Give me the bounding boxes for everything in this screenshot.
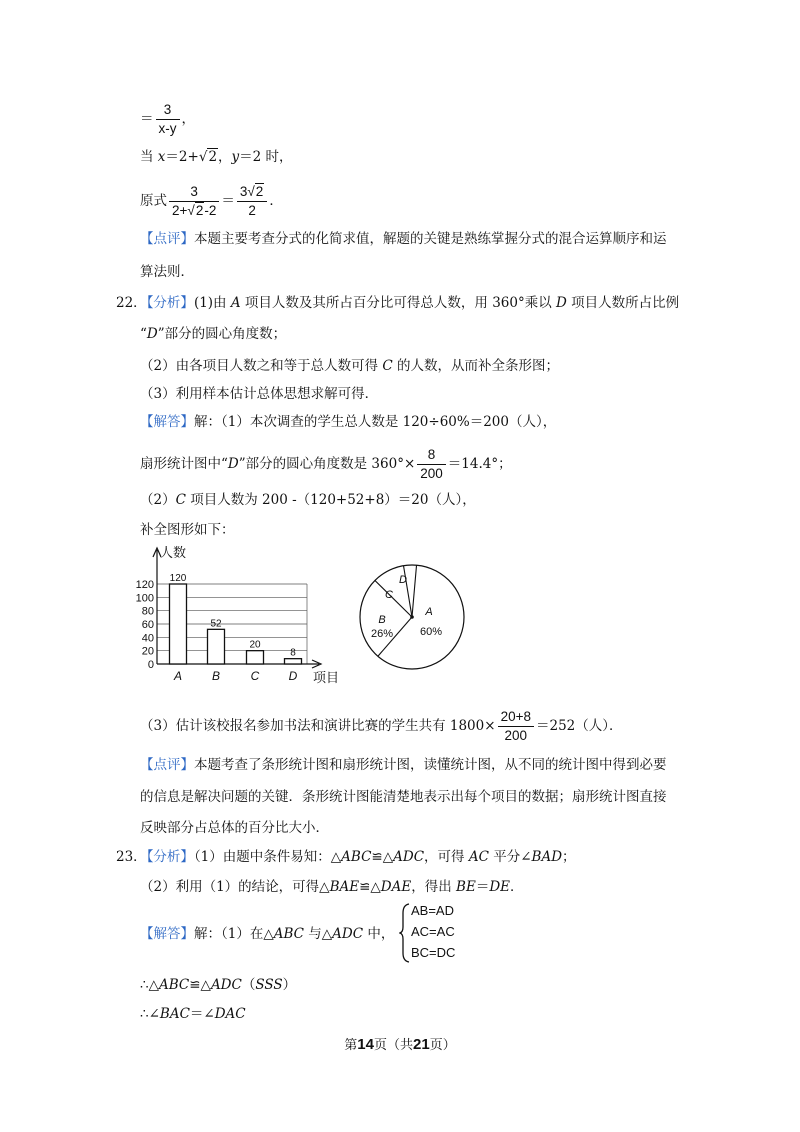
text: 中， <box>363 926 395 942</box>
fraction-denominator: x-y <box>158 121 177 136</box>
var: D <box>556 295 567 311</box>
total-pages: 21 <box>413 1036 430 1053</box>
text: ≌△ <box>359 879 381 895</box>
text: ． <box>510 879 524 895</box>
x-tick-label: C <box>250 669 260 683</box>
text: 项目人数为 200 -（120+52+8）＝20（人）， <box>185 492 476 508</box>
sqrt-symbol: √ <box>187 203 195 218</box>
comment-paragraph-2-line-2 <box>140 787 667 807</box>
var: C <box>382 358 393 374</box>
text: 第 <box>344 1038 358 1053</box>
bar-data-label: 20 <box>249 639 261 651</box>
var: C <box>175 492 186 508</box>
y-axis-label: 人数 <box>160 545 187 560</box>
pie-slices <box>360 565 464 669</box>
analysis-tag: 【分析】 <box>146 849 194 865</box>
text: 与△ <box>303 926 333 942</box>
fraction-numerator: 8 <box>417 446 446 465</box>
question-number: 23． <box>116 849 147 865</box>
var: ABC <box>341 849 372 865</box>
q22-analysis-line-3 <box>140 356 559 376</box>
solution-tag: 【解答】 <box>140 926 194 942</box>
text: 本题考查了条形统计图和扇形统计图，读懂统计图，从不同的统计图中得到必要 <box>194 757 667 773</box>
sqrt-symbol: √ <box>198 149 208 165</box>
q22-solution-line-4 <box>140 520 235 540</box>
text: （2） <box>140 492 176 508</box>
analysis-tag: 【分析】 <box>146 295 194 311</box>
text: 当 <box>140 149 158 165</box>
question-number: 22． <box>116 295 147 311</box>
sqrt-radicand: 2 <box>195 203 204 218</box>
y-tick-label: 120 <box>135 579 154 591</box>
page-footer <box>0 1034 800 1053</box>
text: ，可得 <box>424 849 469 865</box>
q22-solution-line-1 <box>140 412 556 432</box>
pie-chart <box>355 560 470 675</box>
q23-analysis-line-1 <box>116 847 576 867</box>
y-tick-label: 0 <box>147 659 154 671</box>
bar-A <box>170 584 187 664</box>
bar-B <box>208 629 225 664</box>
q22-solution-line-2 <box>140 446 512 483</box>
text: (1)由 <box>193 295 231 311</box>
equation-line-1 <box>140 101 195 138</box>
text: ＝2+ <box>165 149 199 165</box>
comment-tag: 【点评】 <box>140 231 194 247</box>
text: （2）由各项目人数之和等于总人数可得 <box>140 358 383 374</box>
var: ADC <box>393 849 425 865</box>
q22-analysis-line-1 <box>116 293 679 313</box>
var: AC <box>468 849 489 865</box>
var: ABC <box>158 977 190 993</box>
var-x: x <box>157 149 166 165</box>
y-tick-label: 40 <box>141 632 154 645</box>
fraction-numerator: 20+8 <box>498 708 534 727</box>
sqrt-radicand: 2 <box>208 149 218 165</box>
y-tick-label: 20 <box>141 645 154 658</box>
var: D <box>146 326 158 342</box>
fraction-numerator: 3 <box>156 101 180 120</box>
text: 解：（1）在△ <box>194 926 274 942</box>
var: BAD <box>531 849 563 865</box>
q22-analysis-line-4 <box>140 384 378 404</box>
pie-label-B-percent: 26% <box>370 628 394 640</box>
text: 补全图形如下： <box>140 522 235 538</box>
text: ，得出 <box>411 879 457 895</box>
text: 解：（1）本次调查的学生总人数是 120÷60%＝200（人）， <box>194 414 557 430</box>
pie-label-A-percent: 60% <box>419 626 443 638</box>
y-tick-label: 100 <box>135 592 154 605</box>
solution-tag: 【解答】 <box>140 414 194 430</box>
chart-axes <box>136 545 339 685</box>
var: SSS <box>255 977 283 993</box>
text: ≌△ <box>189 977 211 993</box>
text: 算法则． <box>140 264 194 280</box>
pie-center <box>410 615 414 619</box>
text: ＝ <box>475 879 490 895</box>
var: D <box>227 456 239 472</box>
bar-data-label: 120 <box>169 573 187 584</box>
var: DAE <box>380 879 412 895</box>
text: ＝14.4°； <box>447 456 512 472</box>
comment-paragraph-1 <box>140 229 667 249</box>
pie-label-C: C <box>385 589 393 601</box>
bar-chart <box>135 540 350 685</box>
page-number: 14 <box>357 1036 374 1053</box>
text: 项目人数及其所占百分比可得总人数，用 360°乘以 <box>240 295 556 311</box>
comment-paragraph-2 <box>140 755 667 775</box>
text: 2+ <box>172 203 188 218</box>
sqrt-radicand: 2 <box>255 184 264 199</box>
var-y: y <box>231 149 240 165</box>
y-tick-label: 60 <box>141 619 154 631</box>
text: ∴△ <box>140 977 159 993</box>
text: （3）利用样本估计总体思想求解可得． <box>140 386 379 402</box>
condition-line <box>140 147 293 167</box>
y-tick-label: 80 <box>141 605 154 618</box>
text: 3 <box>239 184 248 199</box>
text: 的人数，从而补全条形图； <box>392 358 560 374</box>
text: -2 <box>204 203 217 218</box>
text: 平分∠ <box>488 849 532 865</box>
fraction-denominator: 200 <box>504 728 528 743</box>
x-tick-label: B <box>211 669 221 683</box>
text: ”部分的圆心角度数是 360°× <box>238 456 416 472</box>
punctuation: ． <box>269 193 283 209</box>
var: DAC <box>214 1006 246 1022</box>
text: 的信息是解决问题的关键．条形统计图能清楚地表示出每个项目的数据；扇形统计图直接 <box>140 789 667 805</box>
equation-ac-ac: AC=AC <box>411 924 455 939</box>
fraction-denominator: 2 <box>248 203 256 218</box>
comment-paragraph-2-line-3 <box>140 818 329 838</box>
equation-bc-dc: BC=DC <box>411 945 456 960</box>
x-axis-label: 项目 <box>313 670 340 685</box>
comment-tag: 【点评】 <box>140 757 194 773</box>
pie-label-B: B <box>378 614 386 626</box>
text: 页（共 <box>373 1038 413 1053</box>
text: ＝2 时， <box>239 149 293 165</box>
bar-D <box>285 659 302 664</box>
equation-ab-ad: AB=AD <box>411 903 454 918</box>
var: ADC <box>210 977 242 993</box>
left-brace-icon <box>399 903 411 963</box>
equals-sign: ＝ <box>221 193 235 209</box>
var: BAC <box>159 1006 190 1022</box>
fraction-denominator: 200 <box>420 466 443 481</box>
var: BE <box>456 879 476 895</box>
text: ； <box>562 849 576 865</box>
bar-C <box>247 651 264 664</box>
result-line <box>140 183 283 220</box>
chart-bars <box>170 573 302 683</box>
sqrt-symbol: √ <box>247 184 255 199</box>
text: ） <box>282 977 297 993</box>
q23-solution-line-1 <box>140 924 394 944</box>
x-tick-label: D <box>288 669 298 683</box>
pie-label-D: D <box>399 574 407 586</box>
text: 本题主要考查分式的化简求值，解题的关键是熟练掌握分式的混合运算顺序和运 <box>194 231 667 247</box>
text: 原式 <box>140 193 167 209</box>
text: 反映部分占总体的百分比大小． <box>140 820 329 836</box>
var: DE <box>489 879 510 895</box>
text: （2）利用（1）的结论，可得△ <box>140 879 330 895</box>
var: ABC <box>273 926 304 942</box>
text: 页） <box>429 1038 456 1053</box>
bar-data-label: 8 <box>290 647 296 659</box>
q23-solution-line-2 <box>140 975 296 995</box>
q22-solution-line-3 <box>140 490 476 510</box>
pie-label-A: A <box>425 606 433 618</box>
q22-analysis-line-2 <box>140 324 286 344</box>
text: ”部分的圆心角度数； <box>157 326 287 342</box>
var: A <box>230 295 241 311</box>
text: （3）估计该校报名参加书法和演讲比赛的学生共有 1800× <box>140 718 496 734</box>
var: BAE <box>329 879 360 895</box>
var: ADC <box>332 926 364 942</box>
text: “ <box>140 326 147 342</box>
text: ≌△ <box>371 849 394 865</box>
text: ＝∠ <box>189 1006 215 1022</box>
q23-analysis-line-2 <box>140 877 524 897</box>
comment-paragraph-1-cont <box>140 262 194 282</box>
punctuation: ， <box>181 111 195 127</box>
text: （ <box>241 977 256 993</box>
bar-data-label: 52 <box>210 618 222 630</box>
q22-solution-line-5 <box>140 708 623 745</box>
equation-system <box>399 903 469 963</box>
text: （1）由题中条件易知：△ <box>193 849 342 865</box>
text: ∴∠ <box>140 1006 160 1022</box>
fraction-numerator: 3 <box>169 183 219 202</box>
text: ＝252（人）． <box>535 718 623 734</box>
text: 项目人数所占比例 <box>566 295 680 311</box>
equals-sign: ＝ <box>140 111 154 127</box>
text: 扇形统计图中“ <box>140 456 228 472</box>
q23-solution-line-3 <box>140 1004 246 1024</box>
x-tick-label: A <box>173 669 183 683</box>
text: ， <box>218 149 232 165</box>
